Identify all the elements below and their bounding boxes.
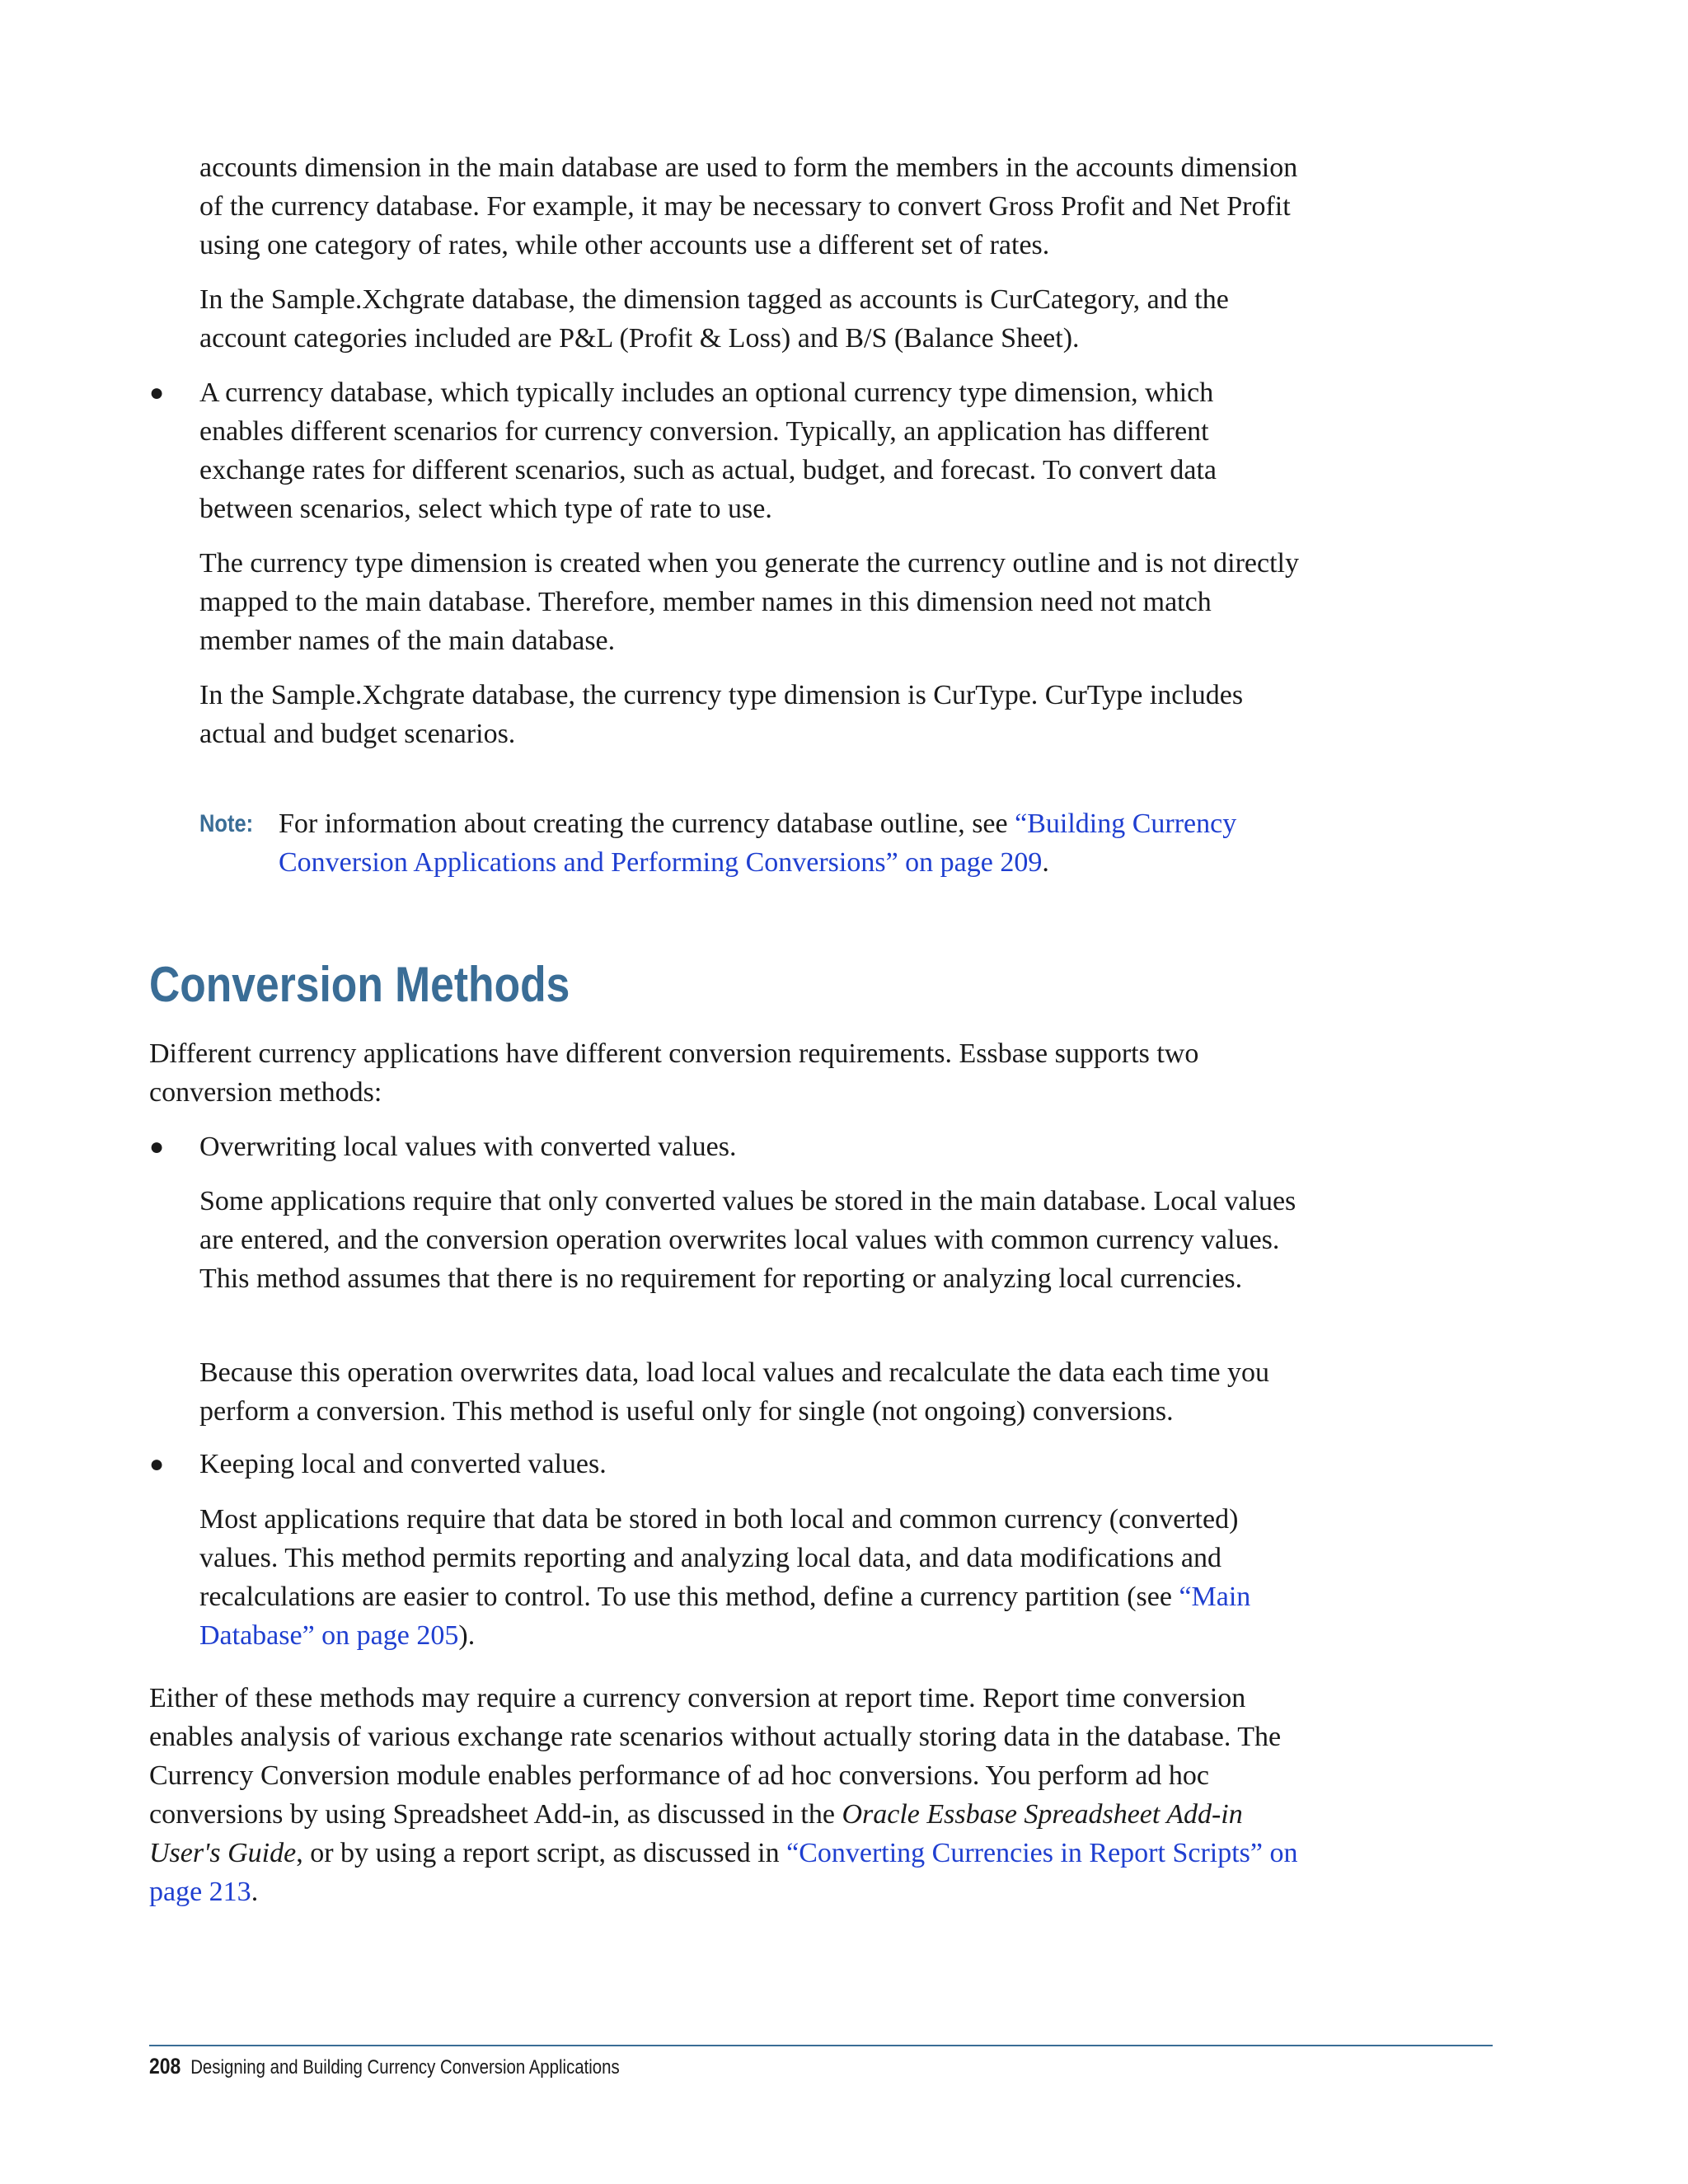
bullet-marker: ● [149,1451,165,1478]
curtype-paragraph: In the Sample.Xchgrate database, the currency type dimension is CurType. CurType includes actual and budget scenarios. [199,680,1244,749]
method2-title: Keeping local and converted values. [199,1449,607,1479]
page-footer [149,2053,620,2081]
note-label: Note: [199,810,254,837]
closing-text-after: . [251,1877,259,1907]
method2-text-before: Most applications require that data be stored in both local and common currency (converted) values. This method permits reporting and analyzing local data, and data modifications and recalculations are easier to control. To use this method, define a currency partition (see [199,1504,1239,1612]
building-currency-link[interactable]: “Building Currency Conversion Applications and Performing Conversions” on page 209 [279,808,1237,878]
method1-paragraph-2: Because this operation overwrites data, load local values and recalculate the data each time you perform a conversion. This method is useful only for single (not ongoing) conversions. [199,1357,1270,1427]
intro-paragraph-1: accounts dimension in the main database are used to form the members in the accounts dimension of the currency database. For example, it may be necessary to convert Gross Profit and Net Profit using one category of rates, while other accounts use a different set of rates. [199,152,1298,260]
section-heading: Conversion Methods [149,957,570,1012]
note-text [279,804,1304,882]
method2-text-after: ). [458,1620,476,1651]
bullet-currency-database: A currency database, which typically includes an optional currency type dimension, which enables different scenarios for currency conversion. Typically, an application has different exchange rates for different scenarios, such as actual, budget, and forecast. To convert data between scenarios, select which type of rate to use. [199,377,1217,524]
method1-title: Overwriting local values with converted values. [199,1132,737,1162]
currency-type-paragraph: The currency type dimension is created when you generate the currency outline and is not directly mapped to the main database. Therefore, member names in this dimension need not match member names of the main database. [199,548,1300,656]
intro-paragraph-2: In the Sample.Xchgrate database, the dimension tagged as accounts is CurCategory, and the account categories included are P&L (Profit & Loss) and B/S (Balance Sheet). [199,284,1229,354]
note-text-after: . [1042,847,1049,878]
closing-text-middle: , or by using a report script, as discussed in [296,1838,787,1868]
section-intro: Different currency applications have different conversion requirements. Essbase supports two conversion methods: [149,1038,1199,1108]
method2-paragraph [199,1500,1304,1655]
closing-paragraph [149,1679,1303,1911]
guide-title: Oracle Essbase Spreadsheet Add-in User's Guide [149,1799,1243,1868]
method1-paragraph-1: Some applications require that only converted values be stored in the main database. Local values are entered, and the conversion operation overwrites local values with common currency values. This method assumes that there is no requirement for reporting or analyzing local currencies. [199,1186,1296,1294]
note-text-before: For information about creating the currency database outline, see [279,808,1015,839]
chapter-title: Designing and Building Currency Conversion Applications [190,2056,620,2079]
page-number: 208 [149,2054,181,2079]
bullet-marker: ● [149,379,165,406]
converting-currencies-link[interactable]: “Converting Currencies in Report Scripts” on page 213 [149,1838,1298,1907]
main-database-link[interactable]: “Main Database” on page 205 [199,1582,1251,1651]
closing-text-before: Either of these methods may require a currency conversion at report time. Report time conversion enables analysis of various exchange rate scenarios without actually storing data in the database. The Currency Conversion module enables performance of ad hoc conversions. You perform ad hoc conversions by using Spreadsheet Add-in, as discussed in the [149,1683,1282,1830]
bullet-marker: ● [149,1133,165,1160]
footer-rule [149,2045,1493,2046]
